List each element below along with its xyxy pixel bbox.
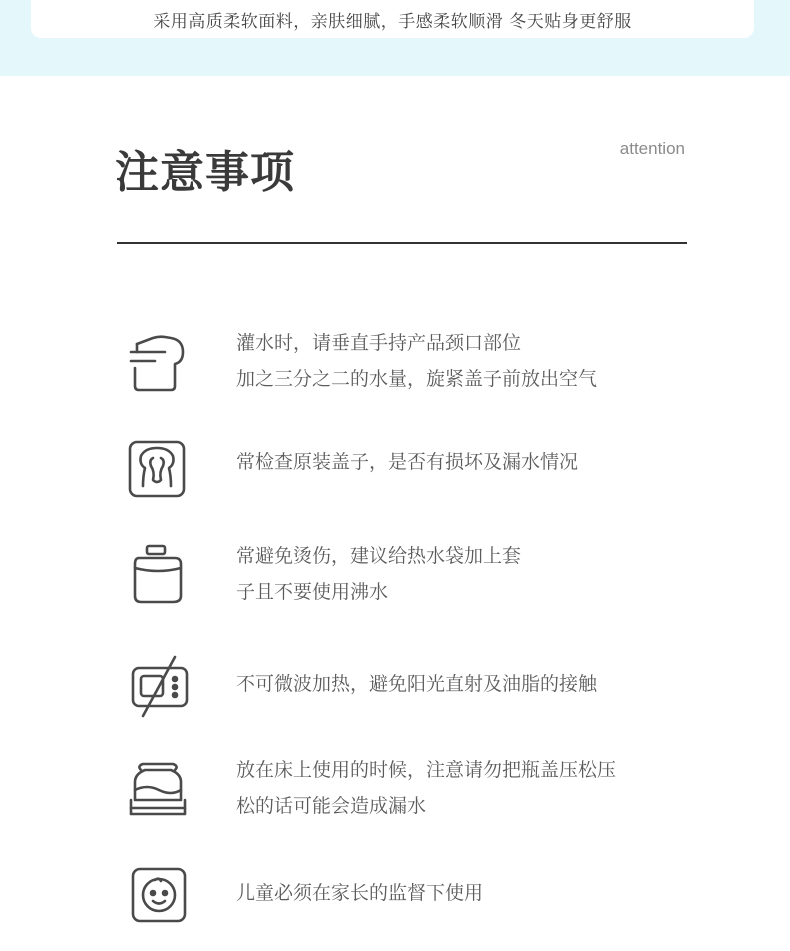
- item-line: 加之三分之二的水量，旋紧盖子前放出空气: [236, 368, 598, 390]
- cap-seal-icon: [125, 438, 191, 504]
- section-subtitle: attention: [619, 139, 685, 158]
- item-line: 放在床上使用的时候，注意请勿把瓶盖压松压: [236, 759, 617, 781]
- item-text: [236, 444, 696, 480]
- feature-banner: [31, 0, 754, 38]
- bag-on-bed-icon: [125, 756, 191, 822]
- item-line: 常避免烫伤，建议给热水袋加上套: [236, 545, 522, 567]
- pouring-bag-icon: [125, 328, 191, 394]
- no-microwave-icon: [125, 654, 191, 720]
- item-text: [236, 666, 696, 702]
- item-line: 常检查原装盖子，是否有损坏及漏水情况: [236, 451, 579, 473]
- title-divider: [117, 242, 687, 244]
- item-text: [236, 325, 696, 397]
- child-face-icon: [125, 865, 191, 931]
- item-line: 儿童必须在家长的监督下使用: [236, 882, 484, 904]
- covered-bag-icon: [125, 542, 191, 608]
- top-band: [0, 0, 790, 76]
- item-line: 子且不要使用沸水: [236, 581, 389, 603]
- feature-banner-text: 采用高质柔软面料，亲肤细腻，手感柔软顺滑 冬天贴身更舒服: [153, 11, 632, 32]
- item-line: 松的话可能会造成漏水: [236, 795, 427, 817]
- item-text: [236, 752, 696, 824]
- item-line: 灌水时，请垂直手持产品颈口部位: [236, 332, 522, 354]
- item-text: [236, 538, 696, 610]
- item-text: [236, 875, 696, 911]
- section-title: 注意事项: [115, 147, 295, 198]
- item-line: 不可微波加热，避免阳光直射及油脂的接触: [236, 673, 598, 695]
